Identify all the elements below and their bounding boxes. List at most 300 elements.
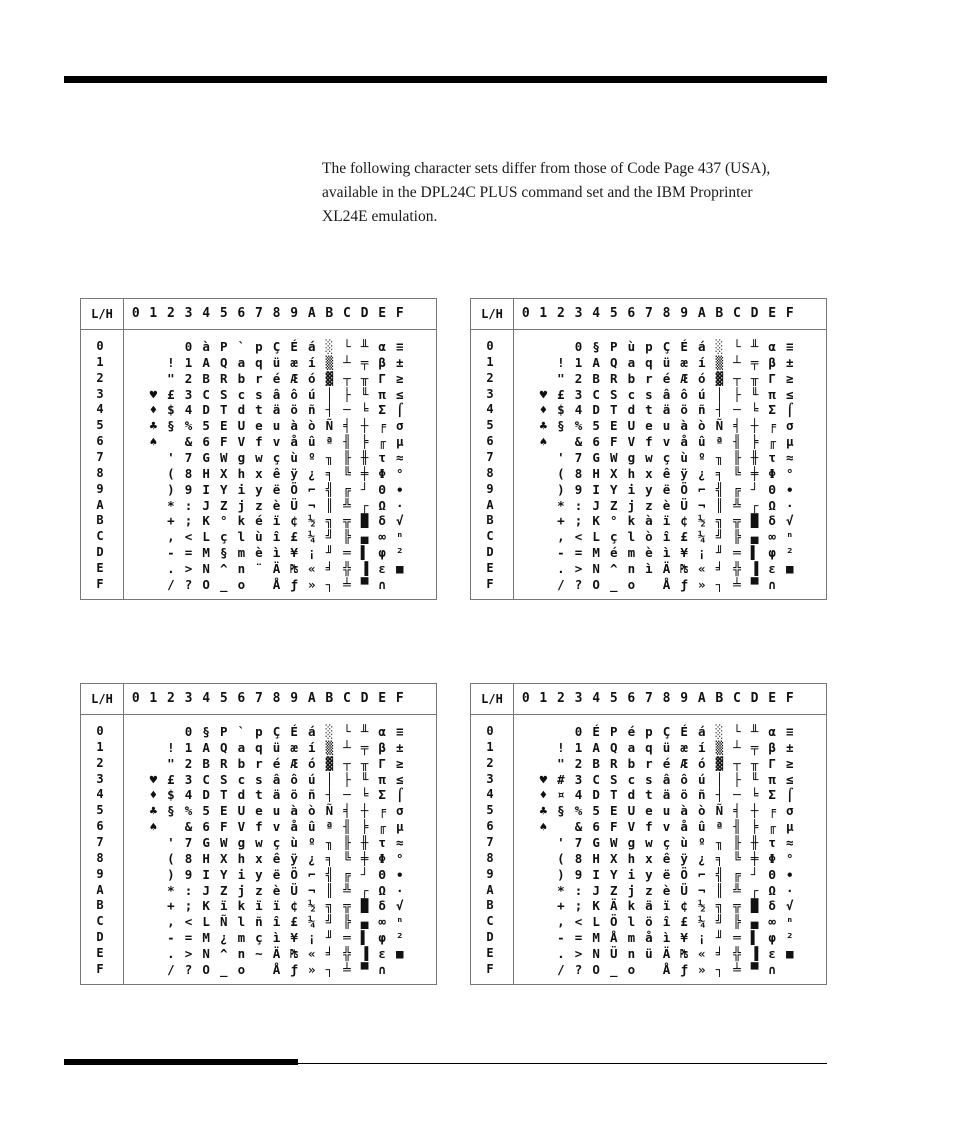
char-cell: L xyxy=(592,914,600,930)
char-cell: ê xyxy=(662,850,671,866)
char-cell: ╤ xyxy=(360,354,369,370)
char-cell: ♠ xyxy=(539,434,548,450)
char-cell: ╥ xyxy=(750,370,759,386)
char-cell: ╟ xyxy=(343,449,351,465)
char-cell: _ xyxy=(219,961,228,977)
char-cell: û xyxy=(307,819,316,835)
char-cell: - xyxy=(167,930,175,946)
char-cell: ▒ xyxy=(715,354,724,370)
char-cell: ♠ xyxy=(149,819,158,835)
char-cell: & xyxy=(574,434,583,450)
row-header: C xyxy=(486,914,494,929)
char-cell: │ xyxy=(715,386,724,402)
char-cell: Æ xyxy=(290,755,298,771)
char-cell: v xyxy=(272,819,281,835)
char-cell: ~ xyxy=(255,945,263,961)
char-cell: ╖ xyxy=(715,834,724,850)
char-cell: ♦ xyxy=(539,787,548,803)
char-cell: ∞ xyxy=(768,914,776,930)
char-cell: ⁿ xyxy=(785,529,794,545)
char-cell: ü xyxy=(272,739,281,755)
char-cell: ╨ xyxy=(750,339,759,354)
char-cell: G xyxy=(592,834,600,850)
char-cell: · xyxy=(395,497,404,513)
char-cell: r xyxy=(255,755,263,771)
char-cell: ≤ xyxy=(785,386,794,402)
char-cell: p xyxy=(255,724,263,739)
column-header: 4 xyxy=(202,306,211,321)
char-cell: ┤ xyxy=(325,402,334,418)
char-cell: Z xyxy=(609,497,618,513)
char-cell: ╒ xyxy=(768,803,776,819)
column-header: C xyxy=(343,306,351,321)
char-cell: Ω xyxy=(378,882,386,898)
char-cell: ì xyxy=(272,545,281,561)
char-cell: ¼ xyxy=(697,914,706,930)
char-cell: ╥ xyxy=(360,755,369,771)
char-cell: m xyxy=(237,930,246,946)
char-cell: µ xyxy=(785,819,794,835)
char-cell: ┤ xyxy=(715,787,724,803)
char-cell: ╩ xyxy=(733,497,741,513)
char-cell: d xyxy=(627,787,636,803)
char-cell: ⌐ xyxy=(697,481,706,497)
char-cell: ù xyxy=(680,834,688,850)
char-cell: ╢ xyxy=(733,819,741,835)
row-header: 5 xyxy=(486,803,494,818)
char-cell: ═ xyxy=(733,545,741,561)
char-cell: ê xyxy=(662,465,671,481)
char-cell: ^ xyxy=(219,560,228,576)
char-cell: y xyxy=(645,481,653,497)
char-cell: ε xyxy=(768,560,776,576)
char-cell: é xyxy=(609,545,618,561)
char-cell: ╗ xyxy=(715,513,724,529)
char-cell: < xyxy=(574,529,583,545)
row-header: E xyxy=(486,560,494,575)
char-cell: ∞ xyxy=(378,529,386,545)
char-cell: ≡ xyxy=(395,339,404,354)
char-cell: ( xyxy=(167,465,175,481)
char-cell: w xyxy=(645,449,653,465)
char-cell: ╛ xyxy=(325,945,334,961)
char-cell: ñ xyxy=(697,787,706,803)
column-header: 0 xyxy=(521,306,530,321)
char-cell: I xyxy=(592,481,600,497)
char-cell: ╪ xyxy=(750,465,759,481)
char-cell: & xyxy=(184,434,193,450)
char-cell: M xyxy=(592,545,600,561)
char-cell: ╬ xyxy=(733,945,741,961)
char-cell: ê xyxy=(272,850,281,866)
char-cell: m xyxy=(627,545,636,561)
char-cell: î xyxy=(662,529,671,545)
char-cell: t xyxy=(645,787,653,803)
char-cell: │ xyxy=(325,386,334,402)
char-cell: σ xyxy=(395,418,404,434)
char-cell: ƒ xyxy=(680,576,688,592)
char-cell: ' xyxy=(557,449,565,465)
char-cell: Y xyxy=(609,866,618,882)
char-cell: X xyxy=(609,850,618,866)
char-cell: ♣ xyxy=(539,803,548,819)
char-cell: └ xyxy=(733,724,741,739)
char-cell: è xyxy=(255,545,263,561)
row-header: 6 xyxy=(96,434,104,449)
char-cell: z xyxy=(255,497,263,513)
row-header: D xyxy=(486,930,494,945)
char-cell: w xyxy=(255,834,263,850)
char-cell: * xyxy=(557,497,565,513)
row-header: 8 xyxy=(486,465,494,480)
char-cell: £ xyxy=(167,386,175,402)
char-cell: ∩ xyxy=(378,576,386,592)
char-cell: ┐ xyxy=(715,961,724,977)
char-cell: Ω xyxy=(768,882,776,898)
char-cell: ñ xyxy=(307,787,316,803)
char-cell: L xyxy=(202,529,210,545)
row-header: 8 xyxy=(486,850,494,865)
char-cell: à xyxy=(680,418,688,434)
char-cell: ▀ xyxy=(360,961,369,977)
char-cell: P xyxy=(609,339,618,354)
intro-line-3: XL24E emulation. xyxy=(322,208,438,225)
char-cell: ╦ xyxy=(733,513,741,529)
char-cell: B xyxy=(202,370,210,386)
char-cell: ╞ xyxy=(750,819,759,835)
char-cell: è xyxy=(272,882,281,898)
char-cell: É xyxy=(592,724,600,739)
char-cell: § xyxy=(167,418,175,434)
char-cell: ≤ xyxy=(395,386,404,402)
char-cell: â xyxy=(272,386,281,402)
char-cell: F xyxy=(609,819,618,835)
column-header: 0 xyxy=(131,306,140,321)
char-cell: A xyxy=(592,354,600,370)
char-cell: Ä xyxy=(609,898,618,914)
char-cell: ½ xyxy=(697,513,706,529)
char-cell: å xyxy=(290,819,298,835)
char-cell: I xyxy=(592,866,600,882)
char-cell: ░ xyxy=(325,339,334,354)
char-cell: 2 xyxy=(184,755,193,771)
row-header: 9 xyxy=(96,481,104,496)
char-cell: Ä xyxy=(662,560,671,576)
char-cell: φ xyxy=(378,545,386,561)
char-cell: ╫ xyxy=(750,449,759,465)
char-cell: á xyxy=(697,339,706,354)
char-cell: à xyxy=(680,803,688,819)
column-header: F xyxy=(785,306,794,321)
char-cell: S xyxy=(219,771,228,787)
char-cell: ╛ xyxy=(715,945,724,961)
char-cell: å xyxy=(680,819,688,835)
char-cell: ? xyxy=(574,961,583,977)
char-cell: ¥ xyxy=(290,930,298,946)
char-cell: ì xyxy=(662,930,671,946)
char-cell: " xyxy=(557,370,565,386)
char-cell: + xyxy=(167,898,175,914)
char-cell: Ö xyxy=(609,914,618,930)
char-cell: ╦ xyxy=(343,513,351,529)
char-cell: Q xyxy=(219,354,228,370)
char-cell: í xyxy=(697,739,706,755)
char-cell: ü xyxy=(662,739,671,755)
char-cell: ♥ xyxy=(539,386,548,402)
char-cell: y xyxy=(255,481,263,497)
char-cell: ≡ xyxy=(785,339,794,354)
char-cell: C xyxy=(202,386,210,402)
char-cell: 3 xyxy=(574,386,583,402)
char-cell: ' xyxy=(167,449,175,465)
row-header: 6 xyxy=(96,819,104,834)
char-cell: ¡ xyxy=(697,545,706,561)
char-cell: % xyxy=(574,418,583,434)
char-cell: π xyxy=(378,386,386,402)
char-cell: τ xyxy=(378,449,386,465)
char-cell: ╥ xyxy=(360,370,369,386)
char-cell: O xyxy=(592,961,600,977)
char-cell: ö xyxy=(645,914,653,930)
column-header: F xyxy=(395,306,404,321)
char-cell: m xyxy=(627,930,636,946)
char-cell: └ xyxy=(733,339,741,354)
char-cell: ╧ xyxy=(343,576,351,592)
char-cell: ü xyxy=(662,354,671,370)
row-header: F xyxy=(486,576,494,591)
char-cell: ú xyxy=(697,771,706,787)
char-cell: δ xyxy=(768,898,776,914)
row-header: 0 xyxy=(486,724,494,738)
row-header: 9 xyxy=(486,866,494,881)
char-cell: Ç xyxy=(272,724,281,739)
char-cell: ∙ xyxy=(395,866,404,882)
char-cell: ─ xyxy=(733,787,741,803)
char-cell: ╤ xyxy=(750,739,759,755)
char-cell: ║ xyxy=(325,497,334,513)
char-cell: ï xyxy=(662,898,671,914)
char-cell: X xyxy=(609,465,618,481)
intro-paragraph xyxy=(322,157,842,229)
char-cell: √ xyxy=(785,898,794,914)
row-header: 8 xyxy=(96,850,104,865)
char-cell: ¿ xyxy=(307,850,316,866)
char-cell: M xyxy=(592,930,600,946)
corner-label: L/H xyxy=(91,692,113,706)
char-cell: ▌ xyxy=(360,930,369,946)
char-cell: ┐ xyxy=(325,576,334,592)
char-cell: ± xyxy=(785,354,794,370)
char-cell: ♣ xyxy=(149,418,158,434)
row-header: 2 xyxy=(96,755,104,770)
char-cell: 8 xyxy=(574,465,583,481)
char-cell: I xyxy=(202,866,210,882)
char-cell: É xyxy=(290,724,298,739)
char-cell: $ xyxy=(167,402,175,418)
char-cell: ♠ xyxy=(149,434,158,450)
row-header: 1 xyxy=(486,354,494,369)
char-cell: ï xyxy=(255,898,263,914)
char-cell: g xyxy=(627,834,636,850)
char-cell: Γ xyxy=(378,755,386,771)
char-cell: ║ xyxy=(715,497,724,513)
char-cell: t xyxy=(645,402,653,418)
char-cell: ┘ xyxy=(750,481,759,497)
char-cell: ° xyxy=(785,465,794,481)
char-cell: Ñ xyxy=(219,914,228,930)
row-header: 2 xyxy=(96,370,104,385)
char-cell: é xyxy=(255,513,263,529)
char-cell: i xyxy=(627,866,636,882)
char-cell: ╛ xyxy=(715,560,724,576)
char-cell: J xyxy=(202,882,210,898)
column-header: 7 xyxy=(255,306,263,321)
char-cell: ! xyxy=(557,354,565,370)
char-cell: ½ xyxy=(307,898,316,914)
char-cell: ° xyxy=(219,513,228,529)
row-header: 4 xyxy=(486,402,494,417)
char-cell: Ñ xyxy=(715,803,724,819)
char-cell: G xyxy=(592,449,600,465)
char-cell: ¼ xyxy=(697,529,706,545)
char-cell: É xyxy=(290,339,298,354)
char-cell: £ xyxy=(290,914,298,930)
char-cell: c xyxy=(627,386,636,402)
char-cell: τ xyxy=(768,449,776,465)
char-cell: 0 xyxy=(184,339,193,354)
char-cell: s xyxy=(255,771,263,787)
char-cell: σ xyxy=(785,418,794,434)
char-cell: á xyxy=(307,339,316,354)
char-cell: , xyxy=(167,529,175,545)
char-cell: 7 xyxy=(184,449,193,465)
char-cell: l xyxy=(627,914,636,930)
char-cell: Å xyxy=(662,961,671,977)
char-cell: ä xyxy=(272,787,281,803)
char-cell: ; xyxy=(574,513,583,529)
char-cell: Ç xyxy=(272,339,281,354)
char-cell: o xyxy=(627,961,636,977)
char-cell: ┤ xyxy=(715,402,724,418)
char-cell: ⌠ xyxy=(785,402,794,418)
char-cell: x xyxy=(255,465,263,481)
row-header: 2 xyxy=(486,370,494,385)
char-cell: ┘ xyxy=(360,866,369,882)
column-header: D xyxy=(360,306,369,321)
char-cell: _ xyxy=(219,576,228,592)
char-cell: ╫ xyxy=(360,449,369,465)
column-header: 3 xyxy=(574,306,583,321)
char-cell: p xyxy=(645,339,653,354)
char-cell: , xyxy=(557,914,565,930)
char-cell: 4 xyxy=(574,402,583,418)
row-header: 0 xyxy=(486,339,494,353)
column-header: 0 xyxy=(521,691,530,706)
column-header: 8 xyxy=(272,306,281,321)
char-cell: │ xyxy=(325,771,334,787)
char-cell: % xyxy=(184,418,193,434)
char-cell: ú xyxy=(307,771,316,787)
char-cell: Φ xyxy=(378,850,386,866)
char-cell: i xyxy=(627,481,636,497)
char-cell: ♠ xyxy=(539,819,548,835)
char-cell: ª xyxy=(325,434,334,450)
char-cell: j xyxy=(237,882,246,898)
char-cell: ┐ xyxy=(325,961,334,977)
char-cell: g xyxy=(237,449,246,465)
char-cell: Ö xyxy=(680,866,688,882)
column-header: 4 xyxy=(202,691,211,706)
char-cell: h xyxy=(237,850,246,866)
char-cell: W xyxy=(219,834,228,850)
char-cell: Z xyxy=(609,882,618,898)
char-cell: ƒ xyxy=(290,961,298,977)
char-cell: º xyxy=(307,449,316,465)
row-header: F xyxy=(96,576,104,591)
char-cell: ╟ xyxy=(733,834,741,850)
char-cell: ≡ xyxy=(395,724,404,739)
char-cell: ▐ xyxy=(360,560,369,576)
char-cell: τ xyxy=(378,834,386,850)
char-cell: ` xyxy=(237,724,246,739)
column-header: 1 xyxy=(539,306,548,321)
char-cell: < xyxy=(184,529,193,545)
char-cell: ' xyxy=(557,834,565,850)
char-cell: § xyxy=(167,803,175,819)
char-cell: ▐ xyxy=(360,945,369,961)
char-cell: < xyxy=(184,914,193,930)
char-cell: ╨ xyxy=(360,339,369,354)
column-header: F xyxy=(785,691,794,706)
column-header: 1 xyxy=(539,691,548,706)
char-cell: ? xyxy=(184,576,193,592)
char-cell: ¼ xyxy=(307,529,316,545)
char-cell: 0 xyxy=(184,724,193,739)
char-cell: w xyxy=(645,834,653,850)
char-cell: ∙ xyxy=(785,481,794,497)
char-cell: ■ xyxy=(395,945,404,961)
row-header: 8 xyxy=(96,465,104,480)
char-cell: ╣ xyxy=(715,866,724,882)
char-cell: ╣ xyxy=(715,481,724,497)
char-cell: Æ xyxy=(680,755,688,771)
char-cell: ^ xyxy=(219,945,228,961)
char-cell: 2 xyxy=(184,370,193,386)
char-cell: / xyxy=(167,961,175,977)
char-cell: l xyxy=(237,529,246,545)
char-cell: 8 xyxy=(184,850,193,866)
char-cell: A xyxy=(592,739,600,755)
char-cell: ╦ xyxy=(733,898,741,914)
char-cell: β xyxy=(378,354,386,370)
char-cell: 5 xyxy=(202,418,210,434)
char-cell: ° xyxy=(609,513,618,529)
char-cell: ╡ xyxy=(733,803,741,819)
char-cell: √ xyxy=(395,513,404,529)
char-cell: x xyxy=(255,850,263,866)
char-cell: à xyxy=(290,803,298,819)
char-cell: æ xyxy=(680,354,688,370)
char-cell: Æ xyxy=(680,370,688,386)
char-cell: P xyxy=(609,724,618,739)
char-cell: 6 xyxy=(202,434,210,450)
char-cell: í xyxy=(697,354,706,370)
char-cell: π xyxy=(378,771,386,787)
char-cell: ┬ xyxy=(733,755,741,771)
char-cell: S xyxy=(609,386,618,402)
char-cell: 9 xyxy=(184,866,193,882)
char-cell: ╓ xyxy=(768,434,776,450)
